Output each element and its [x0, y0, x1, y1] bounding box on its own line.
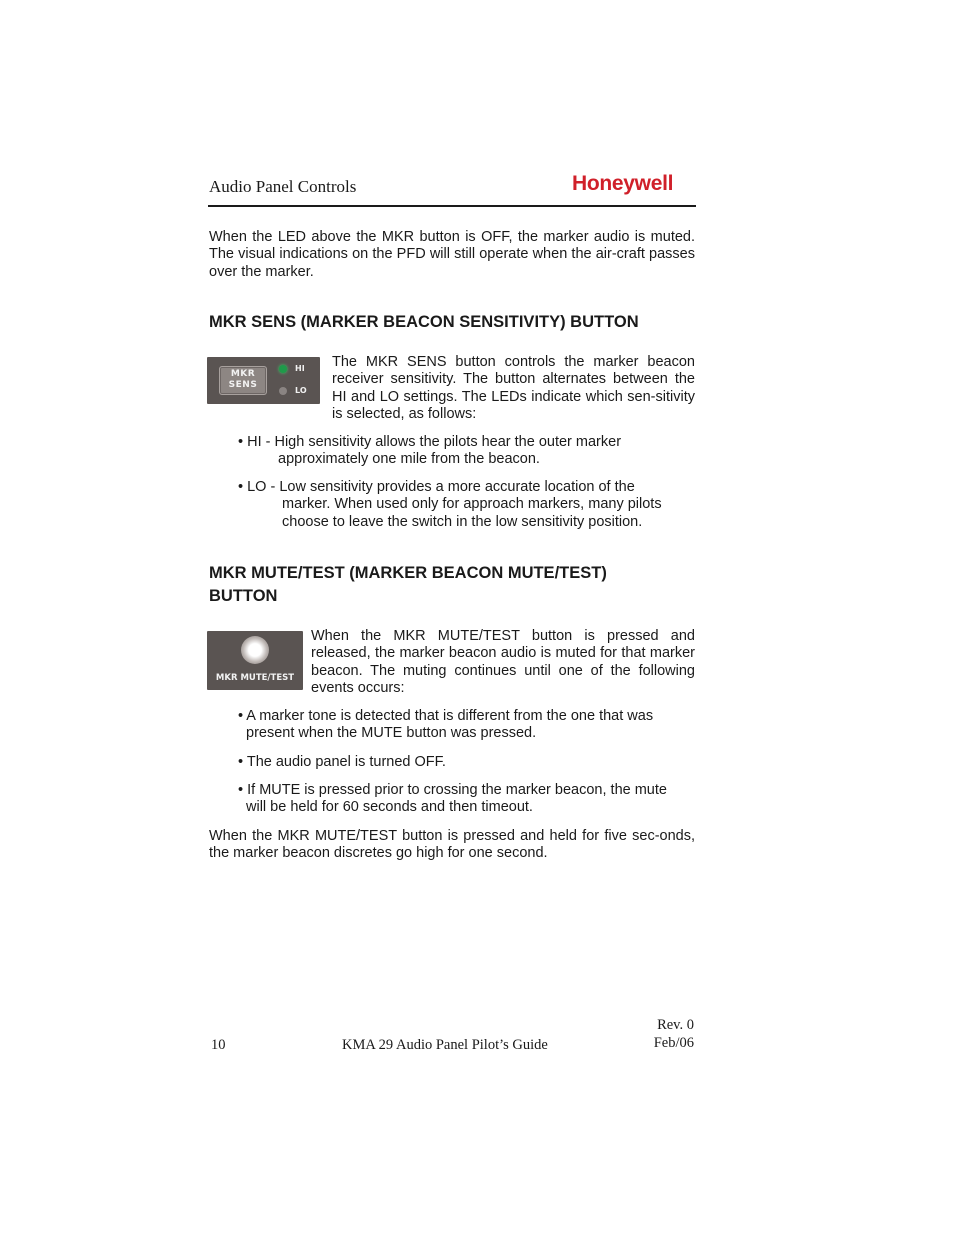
mkr-sens-bullet-lo: [238, 479, 698, 531]
bullet-continuation: present when the MUTE button was pressed.: [246, 725, 537, 742]
mkr-sens-heading: MKR SENS (MARKER BEACON SENSITIVITY) BUTTON: [209, 313, 639, 331]
mkr-mute-closing: When the MKR MUTE/TEST button is pressed and held for five sec-onds, the marker beacon discretes go high for one second.: [209, 828, 695, 862]
bullet-first-line: • The audio panel is turned OFF.: [238, 754, 446, 770]
revision: Rev. 0: [657, 1017, 694, 1033]
bullet-first-line: • A marker tone is detected that is different from the one that was: [238, 708, 654, 724]
mkr-sens-body: The MKR SENS button controls the marker beacon receiver sensitivity. The button alternates between the HI and LO settings. The LEDs indicate which sen-sitivity is selected, as follows:: [332, 354, 695, 423]
led-hi-label: HI: [295, 364, 305, 373]
bullet-continuation: marker. When used only for approach markers, many pilots choose to leave the switch in the low sensitivity position.: [282, 496, 662, 530]
led-hi-icon: [279, 365, 287, 373]
bullet-first-line: • If MUTE is pressed prior to crossing the marker beacon, the mute: [238, 782, 667, 798]
bullet-continuation: approximately one mile from the beacon.: [278, 451, 540, 468]
mkr-sens-key-line2: SENS: [228, 380, 258, 390]
mkr-sens-button-image: [207, 357, 320, 404]
honeywell-logo: Honeywell: [572, 172, 674, 195]
mkr-mute-bullet-3: [238, 782, 698, 817]
mkr-sens-bullet-hi: [238, 434, 698, 469]
led-lo-icon: [279, 387, 287, 395]
header-rule: [208, 205, 696, 207]
revision-date: Feb/06: [653, 1035, 694, 1051]
bullet-first-line: • LO - Low sensitivity provides a more accurate location of the: [238, 479, 635, 495]
mkr-mute-heading-line1: MKR MUTE/TEST (MARKER BEACON MUTE/TEST): [209, 564, 607, 582]
mkr-mute-bullet-1: [238, 708, 698, 743]
page-number: 10: [211, 1037, 226, 1053]
page-section-title: Audio Panel Controls: [209, 177, 357, 196]
bullet-first-line: • HI - High sensitivity allows the pilots hear the outer marker: [238, 434, 622, 450]
mkr-mute-bullet-2: [238, 754, 698, 771]
mkr-mute-label: MKR MUTE/TEST: [215, 673, 295, 683]
mkr-mute-heading: [209, 562, 709, 608]
mkr-mute-heading-line2: BUTTON: [209, 587, 278, 605]
guide-title: KMA 29 Audio Panel Pilot’s Guide: [342, 1037, 548, 1053]
mkr-mute-body: When the MKR MUTE/TEST button is pressed and released, the marker beacon audio is muted for that marker beacon. The muting continues until one of the following events occurs:: [311, 628, 695, 697]
mute-knob-icon: [241, 636, 269, 664]
mkr-mute-button-image: [207, 631, 303, 690]
mkr-sens-key-line1: MKR: [230, 369, 256, 379]
led-lo-label: LO: [295, 386, 307, 395]
bullet-continuation: will be held for 60 seconds and then timeout.: [246, 799, 533, 816]
intro-paragraph: When the LED above the MKR button is OFF, the marker audio is muted. The visual indications on the PFD will still operate when the air-craft passes over the marker.: [209, 229, 695, 280]
